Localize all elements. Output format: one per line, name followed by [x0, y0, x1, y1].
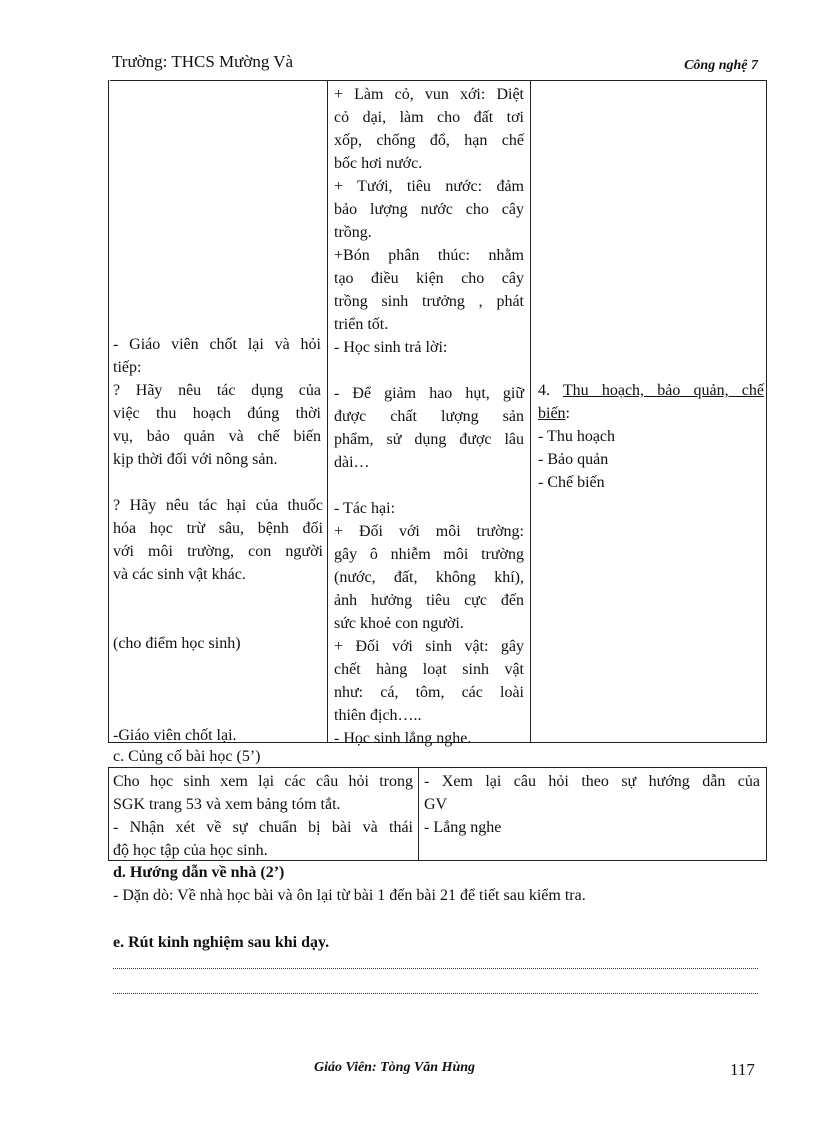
- teacher-conclusion: -Giáo viên chốt lại.: [113, 727, 237, 744]
- student-activity-line: trồng sinh trưởng , phát: [334, 293, 524, 310]
- consolidation-table: [108, 767, 767, 861]
- list-item: - Bảo quản: [538, 451, 609, 468]
- student-activity-line: cỏ dại, làm cho đất tơi: [334, 109, 524, 126]
- content-section-4: 4. Thu hoạch, bảo quản, chế biến: - Thu hoạch - Bảo quản - Chế biến: [538, 379, 764, 494]
- homework-instruction: - Dặn dò: Về nhà học bài và ôn lại từ bài 1 đến bài 21 để tiết sau kiểm tra.: [113, 887, 586, 904]
- student-activity-line: + Làm cỏ, vun xới: Diệt: [334, 86, 524, 103]
- subject-name: Công nghệ 7: [684, 58, 758, 73]
- list-item: - Thu hoạch: [538, 428, 616, 445]
- student-activity-line: + Đối với sinh vật: gây: [334, 638, 524, 655]
- student-activity-line: được chất lượng sản: [334, 408, 524, 425]
- student-activity-line: [334, 474, 524, 497]
- section-c-heading: c. Củng cố bài học (5’): [113, 748, 261, 765]
- column-divider: [418, 768, 419, 860]
- student-activity-line: (nước, đất, không khí),: [334, 569, 524, 586]
- student-activity-line: +Bón phân thúc: nhằm: [334, 247, 524, 264]
- section-4-heading: 4. Thu hoạch, bảo quản, chế: [538, 382, 764, 399]
- section-d-heading: d. Hướng dẫn về nhà (2’): [113, 864, 285, 881]
- teacher-note: (cho điểm học sinh): [113, 635, 241, 652]
- student-activity-line: - Để giảm hao hụt, giữ: [334, 385, 524, 402]
- student-activity-line: - Tác hại:: [334, 500, 396, 517]
- student-activity-line: xốp, chống đổ, hạn chế: [334, 132, 524, 149]
- student-activity-line: tạo điều kiện cho cây: [334, 270, 524, 287]
- student-activity: [334, 83, 524, 750]
- student-activity-line: chết hàng loạt sinh vật: [334, 661, 524, 678]
- student-activity-line: triển tốt.: [334, 316, 389, 333]
- consolidation-student: - Xem lại câu hỏi theo sự hướng dẫn của GV - Lắng nghe: [424, 773, 760, 836]
- lesson-table: [108, 80, 767, 747]
- student-activity-line: thiên địch…..: [334, 707, 422, 724]
- consolidation-teacher: Cho học sinh xem lại các câu hỏi trong SGK trang 53 và xem bảng tóm tắt. - Nhận xét về sự chuẩn bị bài và thái độ học tập của học sinh.: [113, 773, 413, 859]
- dotted-line: [113, 968, 758, 969]
- student-activity-line: + Đối với môi trường:: [334, 523, 524, 540]
- list-item: - Chế biến: [538, 474, 605, 491]
- student-activity-line: - Học sinh trả lời:: [334, 339, 448, 356]
- student-activity-line: bốc hơi nước.: [334, 155, 423, 172]
- teacher-activity-1: - Giáo viên chốt lại và hỏi tiếp:: [113, 336, 321, 376]
- student-activity-line: sức khoẻ con người.: [334, 615, 464, 632]
- page-number: 117: [730, 1060, 755, 1079]
- student-activity-line: bảo lượng nước cho cây: [334, 201, 524, 218]
- teacher-question-2: ? Hãy nêu tác hại của thuốc hóa học trừ sâu, bệnh đối với môi trường, con người và các sinh vật khác.: [113, 497, 323, 583]
- dotted-line: [113, 993, 758, 994]
- student-activity-line: trồng.: [334, 224, 372, 241]
- school-name: Trường: THCS Mường Và: [112, 52, 294, 71]
- student-activity-line: phẩm, sử dụng được lâu: [334, 431, 524, 448]
- teacher-question-1: ? Hãy nêu tác dụng của việc thu hoạch đúng thời vụ, bảo quản và chế biến kịp thời đối với nông sản.: [113, 382, 321, 468]
- section-e-heading: e. Rút kinh nghiệm sau khi dạy.: [113, 934, 330, 951]
- student-activity-line: - Học sinh lắng nghe.: [334, 730, 472, 747]
- student-activity-line: dài…: [334, 454, 370, 471]
- student-activity-line: [334, 359, 524, 382]
- teacher-signature: Giáo Viên: Tòng Văn Hùng: [314, 1060, 476, 1075]
- student-activity-line: + Tưới, tiêu nước: đảm: [334, 178, 524, 195]
- student-activity-line: ảnh hưởng tiêu cực đến: [334, 592, 524, 609]
- student-activity-line: như: cá, tôm, các loài: [334, 684, 524, 701]
- column-divider: [327, 80, 328, 742]
- column-divider: [530, 80, 531, 742]
- student-activity-line: gây ô nhiễm môi trường: [334, 546, 524, 563]
